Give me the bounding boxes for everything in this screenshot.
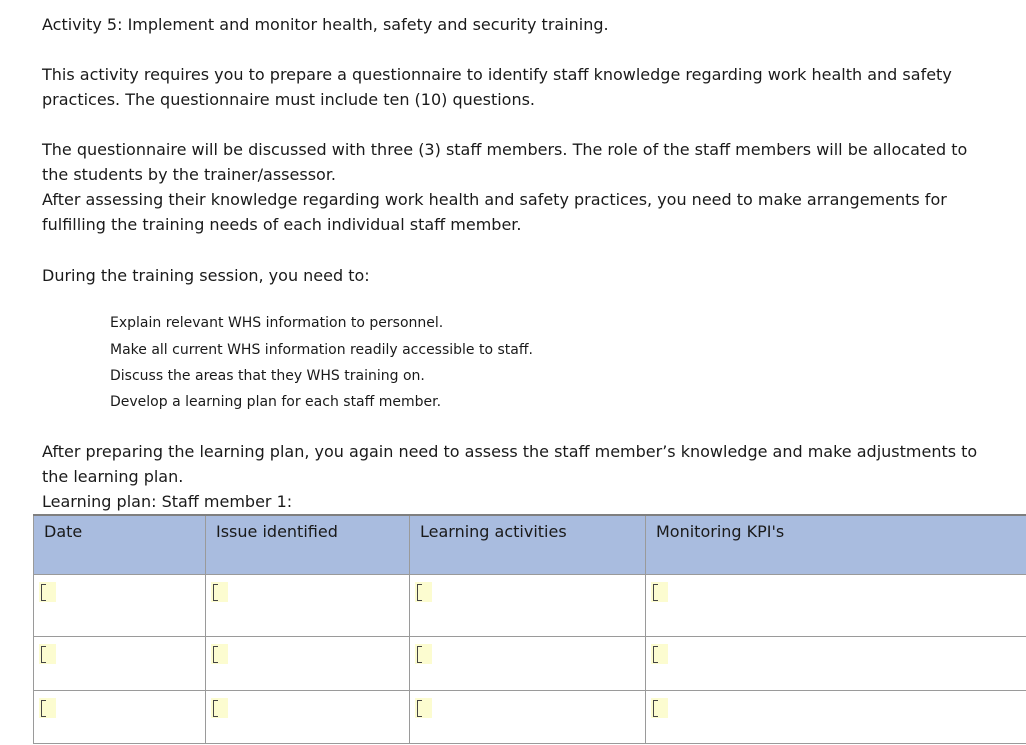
kpi-input-field[interactable] (651, 644, 668, 664)
header-issue-identified: Issue identified (206, 515, 410, 575)
table-row (34, 691, 1026, 744)
issue-input-field[interactable] (211, 582, 228, 602)
intro-line-2: practices. The questionnaire must include ten (10) questions. (42, 90, 536, 109)
date-input-field[interactable] (39, 582, 56, 602)
kpi-cell (646, 637, 1026, 691)
kpi-input-field[interactable] (651, 698, 668, 718)
bullet-item: Make all current WHS information readily accessible to staff. (110, 342, 533, 358)
date-input-field[interactable] (39, 698, 56, 718)
activities-cell (410, 637, 646, 691)
header-monitoring-kpis: Monitoring KPI's (646, 515, 1026, 575)
discussion-line-2: the students by the trainer/assessor. (42, 165, 337, 184)
table-row (34, 637, 1026, 691)
issue-cell (206, 637, 410, 691)
bullet-item: Develop a learning plan for each staff member. (110, 394, 442, 410)
kpi-input-field[interactable] (651, 582, 668, 602)
issue-input-field[interactable] (211, 698, 228, 718)
activities-input-field[interactable] (415, 582, 432, 602)
discussion-line-1: The questionnaire will be discussed with three (3) staff members. The role of the staff members will be allocated to (42, 140, 968, 159)
date-cell (34, 637, 206, 691)
date-cell (34, 575, 206, 637)
table-header-row (34, 515, 1026, 575)
date-cell (34, 691, 206, 744)
activities-input-field[interactable] (415, 644, 432, 664)
kpi-cell (646, 575, 1026, 637)
discussion-line-3: After assessing their knowledge regarding work health and safety practices, you need to make arrangements for (42, 190, 947, 209)
issue-input-field[interactable] (211, 644, 228, 664)
table-title: Learning plan: Staff member 1: (42, 492, 293, 511)
activities-cell (410, 575, 646, 637)
discussion-line-4: fulfilling the training needs of each individual staff member. (42, 215, 522, 234)
activities-cell (410, 691, 646, 744)
after-line-1: After preparing the learning plan, you again need to assess the staff member’s knowledge and make adjustments to (42, 442, 978, 461)
issue-cell (206, 691, 410, 744)
header-learning-activities: Learning activities (410, 515, 646, 575)
issue-cell (206, 575, 410, 637)
activity-heading: Activity 5: Implement and monitor health, safety and security training. (42, 15, 609, 34)
training-intro: During the training session, you need to: (42, 266, 370, 285)
table-row (34, 575, 1026, 637)
bullet-item: Explain relevant WHS information to personnel. (110, 315, 444, 331)
header-date: Date (34, 515, 206, 575)
activities-input-field[interactable] (415, 698, 432, 718)
date-input-field[interactable] (39, 644, 56, 664)
intro-line-1: This activity requires you to prepare a questionnaire to identify staff knowledge regarding work health and safety (42, 65, 952, 84)
bullet-item: Discuss the areas that they WHS training on. (110, 368, 425, 384)
kpi-cell (646, 691, 1026, 744)
after-line-2: the learning plan. (42, 467, 184, 486)
learning-plan-table (33, 514, 1026, 744)
